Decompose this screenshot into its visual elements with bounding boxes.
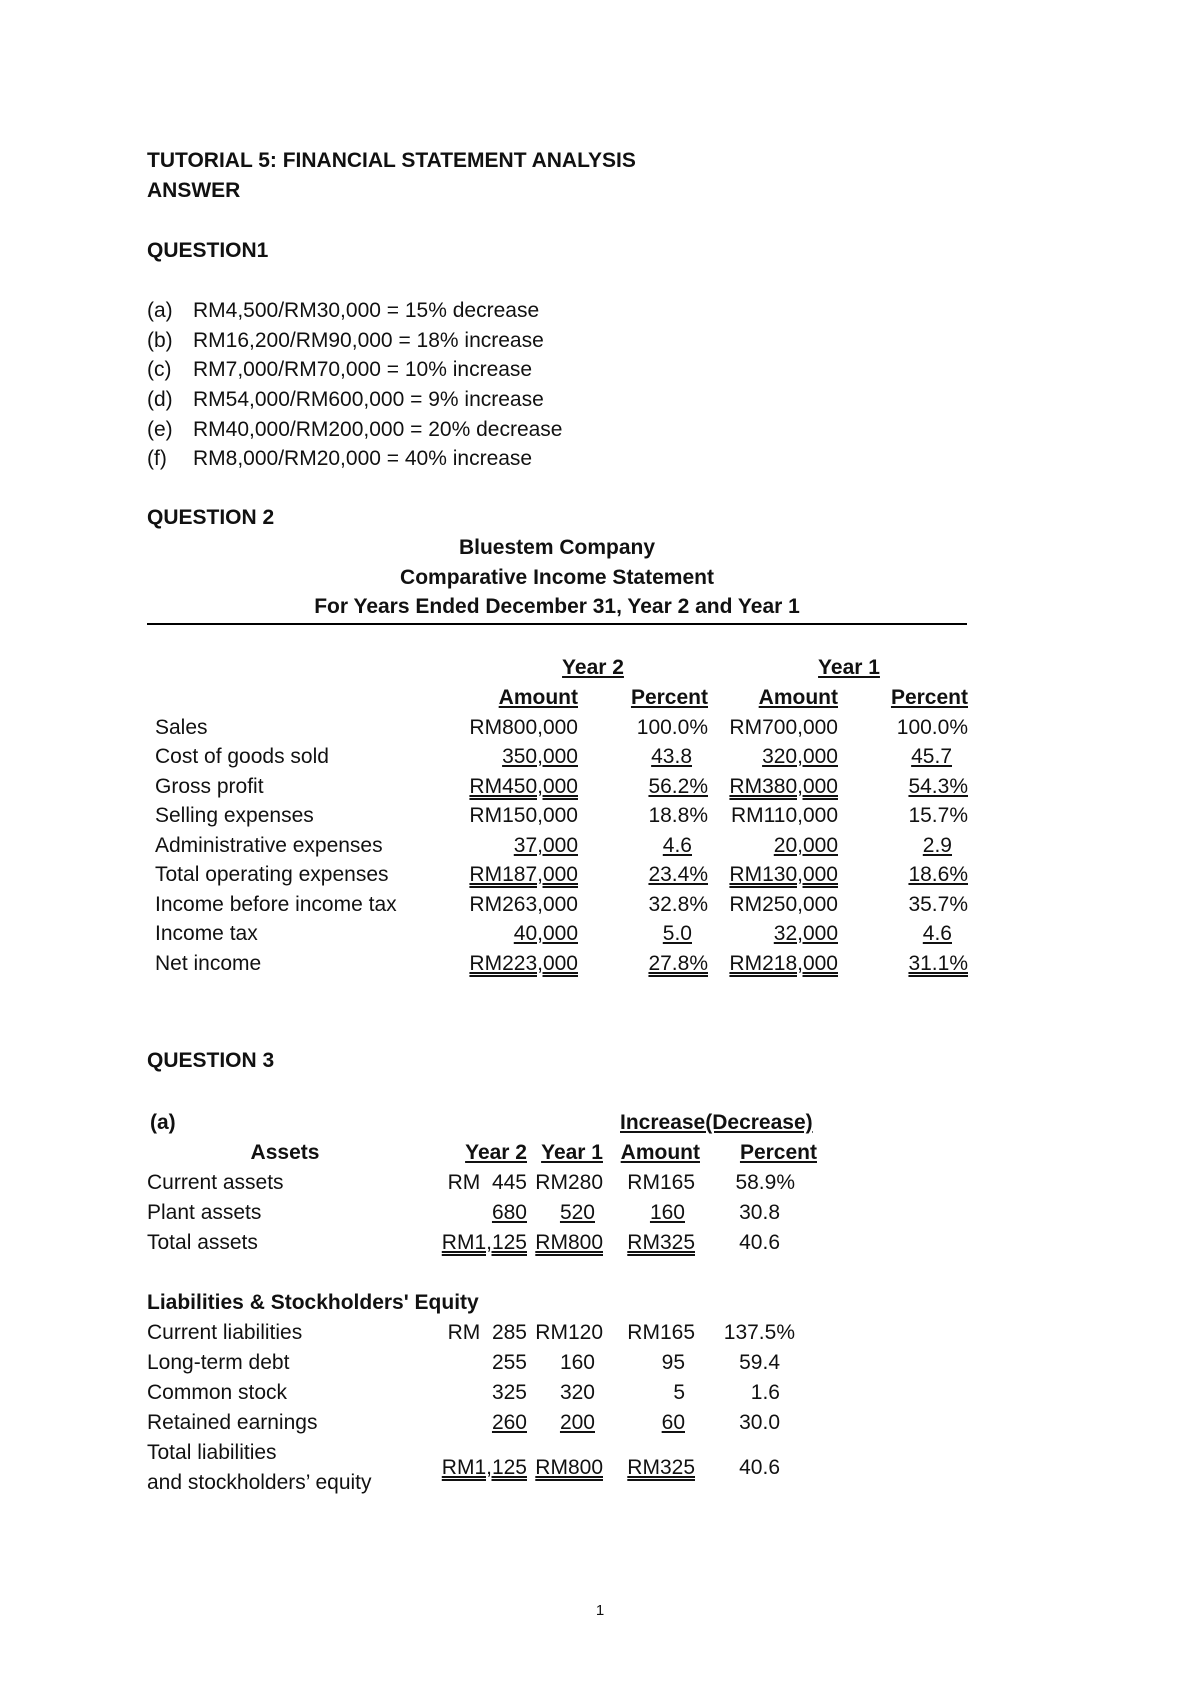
doc-subtitle: ANSWER <box>147 179 241 202</box>
table-cell: RM165 <box>627 1171 695 1194</box>
table-cell: 27.8% <box>648 952 708 975</box>
q1-item-text: RM8,000/RM20,000 = 40% increase <box>193 447 533 470</box>
table-row-label: Long-term debt <box>147 1351 290 1374</box>
statement-period: For Years Ended December 31, Year 2 and Year 1 <box>314 595 800 618</box>
table-row-label: Income before income tax <box>155 893 397 916</box>
table-cell: 2.9 <box>922 834 952 857</box>
table-cell: 160 <box>649 1201 685 1224</box>
table-cell: RM1,125 <box>441 1456 527 1479</box>
q1-item-label: (c) <box>147 358 172 381</box>
table-cell: 680 <box>491 1201 527 1224</box>
table-cell: RM263,000 <box>469 893 578 916</box>
table-cell: 58.9% <box>735 1171 795 1194</box>
col-year2: Year 2 <box>562 656 624 679</box>
table-row-label: Plant assets <box>147 1201 262 1224</box>
q1-item-label: (e) <box>147 418 173 441</box>
table-cell: 320 <box>559 1381 595 1404</box>
table-cell: 32.8% <box>648 893 708 916</box>
table-row-label: Total operating expenses <box>155 863 389 886</box>
table-cell: 32,000 <box>773 922 838 945</box>
q3-part-label: (a) <box>150 1111 176 1134</box>
table-cell: 100.0% <box>636 716 708 739</box>
table-cell: 320,000 <box>762 745 838 768</box>
table-row-label: Net income <box>155 952 262 975</box>
table-cell: RM187,000 <box>469 863 578 886</box>
q1-item-text: RM4,500/RM30,000 = 15% decrease <box>193 299 540 322</box>
table-cell: 56.2% <box>648 775 708 798</box>
table-cell: 40,000 <box>513 922 578 945</box>
table-cell: 43.8 <box>651 745 692 768</box>
table-cell: 1.6 <box>750 1381 780 1404</box>
q1-item-label: (d) <box>147 388 173 411</box>
table-cell: RM280 <box>535 1171 603 1194</box>
col-year1: Year 1 <box>818 656 880 679</box>
table-row-label: Current liabilities <box>147 1321 303 1344</box>
table-cell: 18.8% <box>648 804 708 827</box>
table-cell: 4.6 <box>662 834 692 857</box>
doc-title: TUTORIAL 5: FINANCIAL STATEMENT ANALYSIS <box>147 149 636 172</box>
q1-item-label: (a) <box>147 299 173 322</box>
table-cell: 137.5% <box>723 1321 795 1344</box>
table-cell: RM700,000 <box>729 716 838 739</box>
table-row-label: Total liabilities <box>147 1441 277 1464</box>
q1-item-label: (f) <box>147 447 167 470</box>
table-row-label: and stockholders’ equity <box>147 1471 372 1494</box>
liabilities-heading: Liabilities & Stockholders' Equity <box>147 1291 479 1314</box>
table-cell: 520 <box>559 1201 595 1224</box>
table-cell: 95 <box>661 1351 685 1374</box>
table-row-label: Sales <box>155 716 208 739</box>
q1-item-text: RM54,000/RM600,000 = 9% increase <box>193 388 544 411</box>
col-increase-decrease: Increase(Decrease) <box>620 1111 813 1134</box>
table-cell: RM800 <box>535 1456 603 1479</box>
table-row-label: Cost of goods sold <box>155 745 329 768</box>
table-cell: RM218,000 <box>729 952 838 975</box>
table-cell: 18.6% <box>908 863 968 886</box>
assets-heading: Assets <box>250 1141 320 1164</box>
table-cell: 255 <box>491 1351 527 1374</box>
table-cell: 5.0 <box>662 922 692 945</box>
col-year1: Year 1 <box>541 1141 603 1164</box>
q1-heading: QUESTION1 <box>147 239 269 262</box>
table-row-label: Current assets <box>147 1171 284 1194</box>
statement-title: Comparative Income Statement <box>400 566 714 589</box>
table-row-label: Total assets <box>147 1231 258 1254</box>
q1-item-text: RM7,000/RM70,000 = 10% increase <box>193 358 533 381</box>
table-cell: 40.6 <box>739 1456 780 1479</box>
table-cell: RM800,000 <box>469 716 578 739</box>
q2-heading: QUESTION 2 <box>147 506 275 529</box>
table-cell: RM110,000 <box>730 804 838 827</box>
table-cell: 325 <box>491 1381 527 1404</box>
table-cell: RM223,000 <box>469 952 578 975</box>
table-cell: 30.0 <box>739 1411 780 1434</box>
table-cell: 20,000 <box>773 834 838 857</box>
table-cell: RM1,125 <box>441 1231 527 1254</box>
table-cell: RM450,000 <box>469 775 578 798</box>
table-row-label: Income tax <box>155 922 258 945</box>
table-cell: 35.7% <box>908 893 968 916</box>
page-number: 1 <box>595 1602 605 1619</box>
table-cell: RM380,000 <box>729 775 838 798</box>
table-cell: RM325 <box>627 1456 695 1479</box>
q1-item-text: RM40,000/RM200,000 = 20% decrease <box>193 418 563 441</box>
col-amount-y2: Amount <box>498 686 578 709</box>
table-cell: 54.3% <box>908 775 968 798</box>
col-percent-y2: Percent <box>630 686 708 709</box>
table-row-label: Gross profit <box>155 775 264 798</box>
table-cell: 5 <box>673 1381 685 1404</box>
table-cell: RM 445 <box>447 1171 527 1194</box>
col-percent: Percent <box>739 1141 817 1164</box>
table-cell: 45.7 <box>911 745 952 768</box>
table-row-label: Common stock <box>147 1381 288 1404</box>
table-cell: 100.0% <box>896 716 968 739</box>
col-amount-y1: Amount <box>758 686 838 709</box>
table-cell: RM120 <box>535 1321 603 1344</box>
table-cell: 15.7% <box>908 804 968 827</box>
table-cell: 160 <box>559 1351 595 1374</box>
table-cell: 30.8 <box>739 1201 780 1224</box>
header-rule <box>147 623 967 625</box>
table-cell: 23.4% <box>648 863 708 886</box>
company-name: Bluestem Company <box>458 536 656 559</box>
table-cell: 59.4 <box>739 1351 780 1374</box>
table-cell: RM800 <box>535 1231 603 1254</box>
table-row-label: Administrative expenses <box>155 834 383 857</box>
table-cell: 60 <box>661 1411 685 1434</box>
table-cell: RM130,000 <box>729 863 838 886</box>
table-cell: 31.1% <box>908 952 968 975</box>
table-cell: RM325 <box>627 1231 695 1254</box>
table-cell: RM165 <box>627 1321 695 1344</box>
table-cell: 350,000 <box>502 745 578 768</box>
q1-item-label: (b) <box>147 329 173 352</box>
table-cell: 260 <box>491 1411 527 1434</box>
table-cell: 40.6 <box>739 1231 780 1254</box>
col-amount: Amount <box>620 1141 700 1164</box>
table-row-label: Retained earnings <box>147 1411 318 1434</box>
col-year2: Year 2 <box>465 1141 527 1164</box>
table-cell: 37,000 <box>513 834 578 857</box>
table-row-label: Selling expenses <box>155 804 314 827</box>
table-cell: 4.6 <box>922 922 952 945</box>
col-percent-y1: Percent <box>890 686 968 709</box>
table-cell: 200 <box>559 1411 595 1434</box>
table-cell: RM150,000 <box>469 804 578 827</box>
table-cell: RM 285 <box>447 1321 527 1344</box>
q1-item-text: RM16,200/RM90,000 = 18% increase <box>193 329 544 352</box>
table-cell: RM250,000 <box>729 893 838 916</box>
q3-heading: QUESTION 3 <box>147 1049 275 1072</box>
